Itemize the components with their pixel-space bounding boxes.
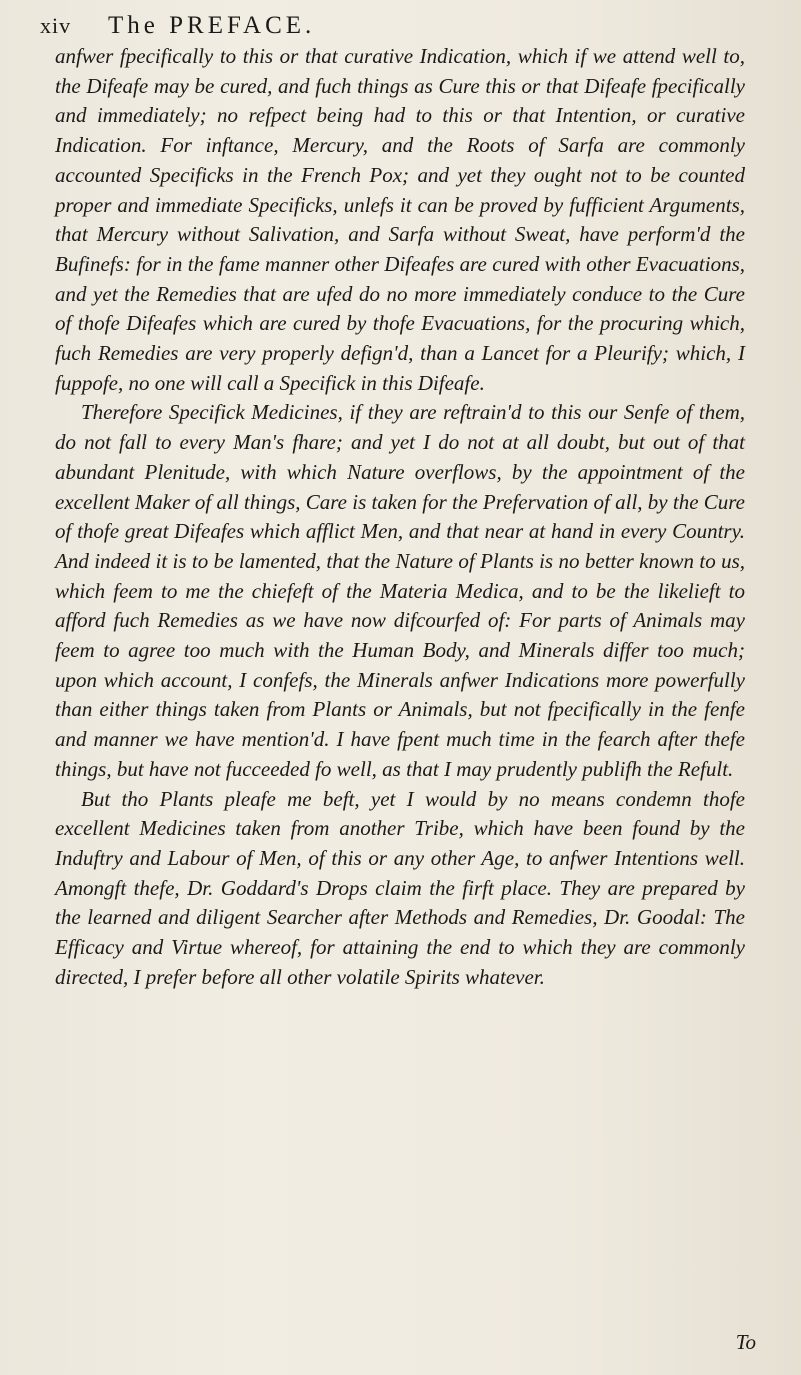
- paragraph-2: Therefore Specifick Medicines, if they are reftrain'd to this our Senfe of them, do not fall to every Man's fhare; and yet I do not at all doubt, but out of that abundant Plenitude, with which Nature overflows, by the appointment of the excellent Maker of all things, Care is taken for the Prefervation of all, by the Cure of thofe great Difeafes which afflict Men, and that near at hand in every Country. And indeed it is to be lamented, that the Nature of Plants is no better known to us, which feem to me the chiefeft of the Materia Medica, and to be the likelieft to afford fuch Remedies as we have now difcourfed of: For parts of Animals may feem to agree too much with the Human Body, and Minerals differ too much; upon which account, I confefs, the Minerals anfwer Indications more powerfully than either things taken from Plants or Animals, but not fpecifically in the fenfe and manner we have mention'd. I have fpent much time in the fearch after thefe things, but have not fucceeded fo well, as that I may prudently publifh the Refult.: [55, 400, 745, 781]
- body-text: [55, 42, 745, 993]
- running-head: The PREFACE.: [108, 12, 316, 39]
- catchword: To: [735, 1330, 756, 1354]
- page-header: [40, 6, 760, 46]
- paragraph-3: But tho Plants pleafe me beft, yet I would by no means condemn thofe excellent Medicines taken from another Tribe, which have been found by the Induftry and Labour of Men, of this or any other Age, to anfwer Intentions well. Amongft thefe, Dr. Goddard's Drops claim the firft place. They are prepared by the learned and diligent Searcher after Methods and Remedies, Dr. Goodal: The Efficacy and Virtue whereof, for attaining the end to which they are commonly directed, I prefer before all other volatile Spirits whatever.: [55, 786, 745, 989]
- paragraph-1: anfwer fpecifically to this or that curative Indication, which if we attend well to, the Difeafe may be cured, and fuch things as Cure this or that Difeafe fpecifically and immediately; no refpect being had to this or that Intention, or curative Indication. For inftance, Mercury, and the Roots of Sarfa are commonly accounted Specificks in the French Pox; and yet they ought not to be counted proper and immediate Specificks, unlefs it can be proved by fufficient Arguments, that Mercury without Salivation, and Sarfa without Sweat, have perform'd the Bufinefs: for in the fame manner other Difeafes are cured with other Evacuations, and yet the Remedies that are ufed do no more immediately conduce to the Cure of thofe Difeafes which are cured by thofe Evacuations, for the procuring which, fuch Remedies are very properly defign'd, than a Lancet for a Pleurify; which, I fuppofe, no one will call a Specifick in this Difeafe.: [55, 44, 745, 395]
- page-number: xiv: [40, 13, 72, 38]
